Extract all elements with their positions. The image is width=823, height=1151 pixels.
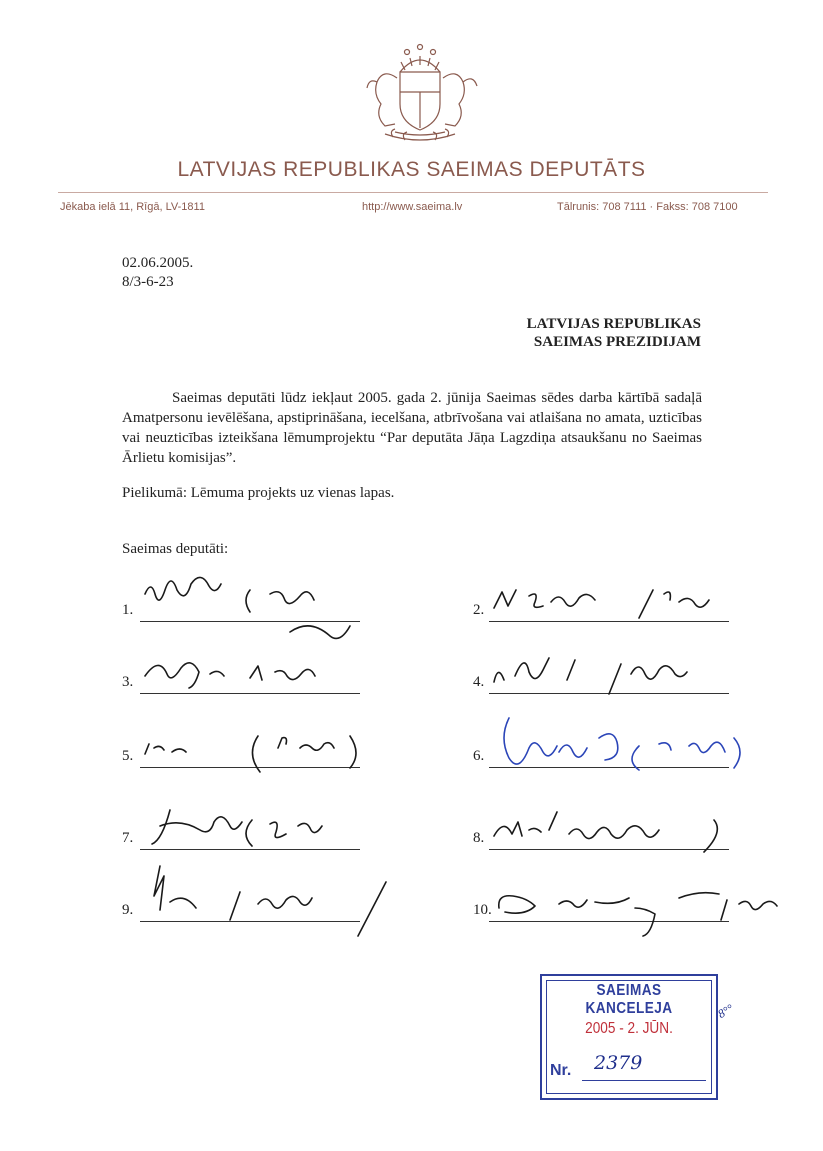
stamp-number-line (582, 1080, 706, 1081)
signature-number: 3. (122, 674, 134, 690)
signature-number: 1. (122, 602, 134, 618)
letterhead-title: LATVIJAS REPUBLIKAS SAEIMAS DEPUTĀTS (177, 158, 646, 181)
letterhead-address: Jēkaba ielā 11, Rīgā, LV-1811 (60, 201, 205, 213)
recipient-line-1: LATVIJAS REPUBLIKAS (526, 316, 701, 332)
handwritten-signature (489, 713, 769, 803)
signature-number: 6. (473, 748, 485, 764)
letterhead-divider (58, 192, 768, 193)
handwritten-signature (489, 867, 769, 957)
attachment-note: Pielikumā: Lēmuma projekts uz vienas lapas. (122, 485, 395, 501)
signature-number: 7. (122, 830, 134, 846)
stamp-number-value: 2379 (594, 1052, 643, 1074)
document-date: 02.06.2005. (122, 255, 194, 271)
letterhead-website: http://www.saeima.lv (362, 201, 463, 213)
handwritten-signature (140, 713, 420, 803)
signature-number: 5. (122, 748, 134, 764)
handwritten-signature (140, 867, 420, 957)
signature-number: 8. (473, 830, 485, 846)
stamp-date: 2005 - 2. JŪN. (585, 1020, 673, 1037)
signature-number: 10. (473, 902, 492, 918)
handwritten-note: 8°° (715, 1001, 736, 1022)
letterhead-phone-fax: Tālrunis: 708 7111 · Fakss: 708 7100 (557, 201, 738, 213)
coat-of-arms-icon (355, 38, 485, 150)
registry-stamp (540, 974, 718, 1100)
stamp-number-label: Nr. (550, 1062, 572, 1079)
signature-number: 9. (122, 902, 134, 918)
signature-number: 2. (473, 602, 485, 618)
stamp-title: SAEIMAS KANCELEJA (585, 982, 673, 1017)
signature-number: 4. (473, 674, 485, 690)
recipient-line-2: SAEIMAS PREZIDIJAM (533, 334, 701, 350)
signatures-heading: Saeimas deputāti: (122, 541, 229, 557)
document-reference: 8/3-6-23 (122, 274, 174, 290)
body-paragraph: Saeimas deputāti lūdz iekļaut 2005. gada 2. jūnija Saeimas sēdes darba kārtībā sadaļā Amatpersonu ievēlēšana, apstiprināšana, iecelšana, atbrīvošana vai atlaišana no amata, uzticības vai neuzticības izteikšana lēmumprojektu “Par deputāta Jāņa Lagzdiņa atsaukšanu no Saeimas Ārlietu komisijas”. (122, 390, 702, 466)
